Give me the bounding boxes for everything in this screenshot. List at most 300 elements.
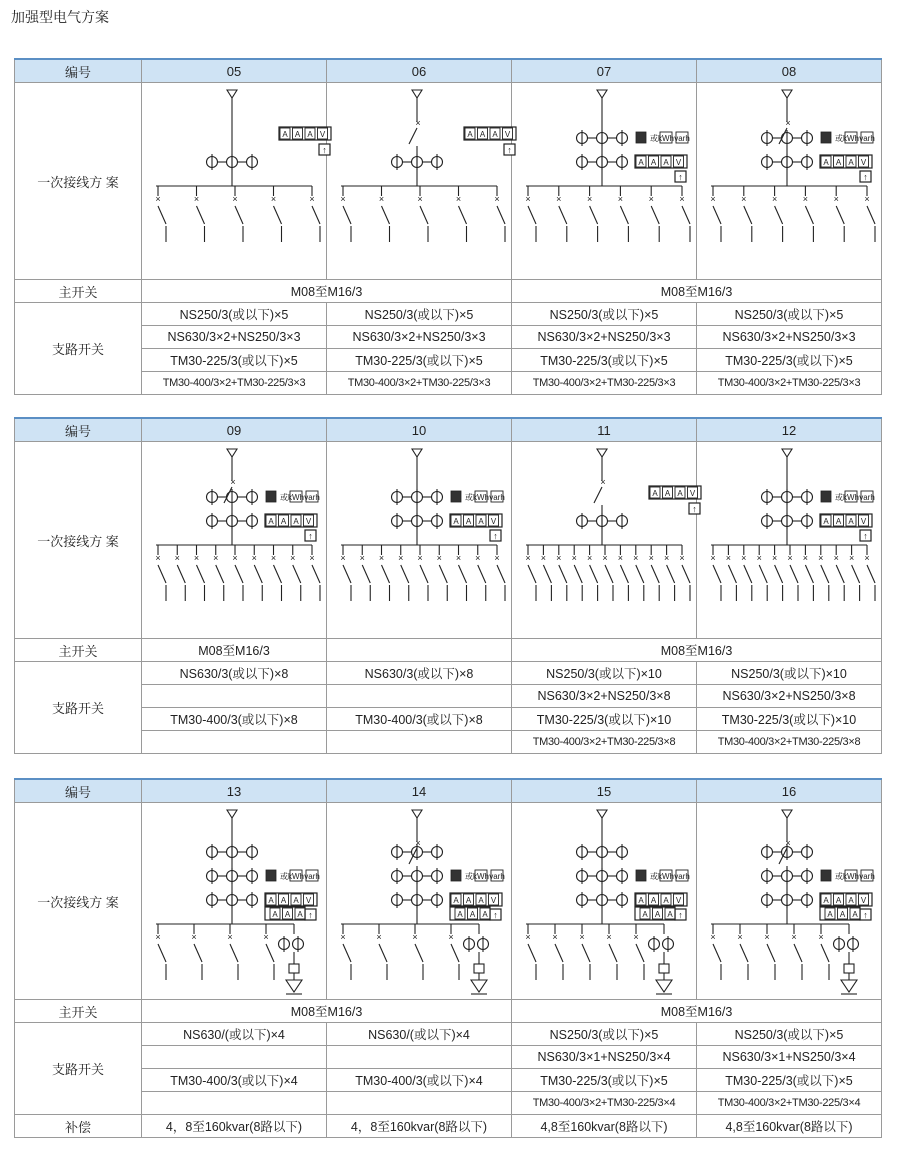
- breaker-mark-icon: ×: [290, 553, 296, 563]
- power-factor-meter-icon: [821, 870, 831, 881]
- branch-cell: NS630/3×2+NS250/3×8: [697, 685, 882, 708]
- branch-cell: [142, 685, 327, 708]
- breaker-mark-icon: ×: [802, 194, 809, 204]
- breaker-mark-icon: ×: [525, 932, 531, 942]
- ammeter-label: A: [307, 130, 313, 139]
- ammeter-label: A: [663, 896, 669, 905]
- breaker-mark-icon: ×: [552, 932, 558, 942]
- branch-switch-icon: [775, 206, 783, 224]
- branch-switch-icon: [362, 565, 370, 583]
- branch-switch-icon: [439, 565, 447, 583]
- breaker-mark-icon: ×: [232, 553, 238, 563]
- wiring-diagram: [512, 803, 697, 1000]
- branch-cell: TM30-400/3×2+TM30-225/3×3: [142, 372, 327, 395]
- energy-meter-label: kWh: [843, 872, 859, 881]
- voltmeter-label: V: [319, 130, 326, 139]
- ammeter-label: A: [482, 910, 488, 919]
- voltmeter-label: V: [675, 158, 682, 167]
- branch-cell: NS630/3×1+NS250/3×4: [697, 1046, 882, 1069]
- contactor-icon: [844, 964, 854, 973]
- branch-cell: TM30-400/3(或以下)×8: [327, 708, 512, 731]
- breaker-mark-icon: ×: [378, 553, 385, 563]
- breaker-mark-icon: ×: [193, 194, 200, 204]
- scheme-id: 06: [327, 59, 512, 83]
- breaker-mark-icon: ×: [571, 553, 577, 563]
- or-label: 或: [650, 134, 658, 143]
- voltmeter-label: V: [504, 130, 511, 139]
- energy-meter-label: kWh: [658, 134, 674, 143]
- wiring-diagram-16: [699, 806, 879, 996]
- ammeter-label: A: [478, 517, 484, 526]
- main-switch-row: [15, 639, 882, 662]
- scheme-id: 16: [697, 779, 882, 803]
- branch-switch-icon: [194, 944, 202, 962]
- ammeter-label: A: [650, 896, 657, 905]
- branch-switch-icon: [312, 565, 320, 583]
- branch-cell: TM30-400/3×2+TM30-225/3×3: [697, 372, 882, 395]
- compensation-cell: 4,8至160kvar(8路以下): [697, 1115, 882, 1138]
- branch-cell: [142, 1092, 327, 1115]
- breaker-mark-icon: ×: [455, 553, 462, 563]
- branch-cell: TM30-225/3(或以下)×5: [512, 349, 697, 372]
- ammeter-label: A: [467, 130, 473, 139]
- branch-switch-icon: [728, 565, 736, 583]
- breaker-mark-icon: ×: [270, 553, 277, 563]
- ammeter-label: A: [465, 896, 472, 905]
- breaker-mark-icon: ×: [648, 553, 654, 563]
- breaker-mark-icon: ×: [556, 553, 562, 563]
- branch-row: [15, 349, 882, 372]
- ammeter-label: A: [465, 517, 472, 526]
- branch-cell: NS630/3(或以下)×8: [327, 662, 512, 685]
- var-meter-label: varh: [859, 872, 875, 881]
- voltmeter-label: V: [490, 896, 497, 905]
- header-row: [15, 418, 882, 442]
- wiring-diagram: [142, 83, 327, 280]
- scheme-id: 10: [327, 418, 512, 442]
- branch-switch-icon: [382, 565, 390, 583]
- branch-switch-icon: [216, 565, 224, 583]
- ammeter-label: A: [457, 910, 463, 919]
- incoming-line-icon: [597, 90, 607, 98]
- incoming-line-icon: [597, 810, 607, 818]
- power-factor-meter-icon: [451, 491, 461, 502]
- branch-cell: NS250/3(或以下)×5: [142, 303, 327, 326]
- breaker-mark-icon: ×: [818, 553, 824, 563]
- breaker-mark-icon: ×: [227, 932, 233, 942]
- ammeter-label: A: [268, 896, 274, 905]
- breaker-mark-icon: ×: [556, 194, 562, 204]
- incoming-line-icon: [412, 90, 422, 98]
- branch-switch-icon: [590, 565, 598, 583]
- ammeter-label: A: [453, 517, 459, 526]
- breaker-mark-icon: ×: [710, 194, 716, 204]
- branch-switch-icon: [821, 944, 829, 962]
- voltmeter-label: V: [860, 517, 867, 526]
- header-row: [15, 59, 882, 83]
- incoming-line-icon: [412, 449, 422, 457]
- branch-switch-icon: [605, 565, 613, 583]
- branch-cell: NS630/3(或以下)×8: [142, 662, 327, 685]
- or-label: 或: [280, 872, 288, 881]
- voltmeter-label: V: [860, 158, 867, 167]
- scheme-table-2: [14, 417, 882, 754]
- switch-indicator-label: ↑: [493, 531, 498, 541]
- switch-indicator-label: ↑: [322, 145, 327, 155]
- branch-switch-icon: [543, 565, 551, 583]
- breaker-mark-icon: ×: [340, 194, 346, 204]
- ammeter-label: A: [478, 896, 484, 905]
- var-meter-label: varh: [674, 872, 690, 881]
- number-label: 编号: [15, 779, 142, 803]
- ammeter-label: A: [823, 158, 829, 167]
- diagram-row: [15, 442, 882, 639]
- or-label: 或: [835, 872, 843, 881]
- wiring-diagram: [327, 442, 512, 639]
- ammeter-label: A: [638, 158, 644, 167]
- branch-cell: [327, 731, 512, 754]
- branch-switch-icon: [158, 944, 166, 962]
- ammeter-label: A: [848, 517, 854, 526]
- breaker-mark-icon: ×: [600, 477, 606, 487]
- ammeter-label: A: [663, 158, 669, 167]
- branch-switch-icon: [651, 565, 659, 583]
- breaker-mark-icon: ×: [633, 553, 639, 563]
- branch-switch-icon: [805, 565, 813, 583]
- ammeter-label: A: [282, 130, 288, 139]
- breaker-mark-icon: ×: [213, 553, 219, 563]
- or-label: 或: [650, 872, 658, 881]
- ammeter-label: A: [293, 896, 299, 905]
- branch-cell: TM30-225/3(或以下)×10: [512, 708, 697, 731]
- incoming-line-icon: [227, 449, 237, 457]
- ammeter-label: A: [469, 910, 476, 919]
- breaker-mark-icon: ×: [232, 194, 238, 204]
- breaker-mark-icon: ×: [741, 194, 747, 204]
- branch-switch-icon: [620, 565, 628, 583]
- branch-switch-icon: [197, 206, 205, 224]
- energy-meter-label: kWh: [288, 872, 304, 881]
- branch-switch-icon: [713, 565, 721, 583]
- ammeter-label: A: [293, 517, 299, 526]
- breaker-mark-icon: ×: [525, 194, 531, 204]
- breaker-mark-icon: ×: [833, 194, 839, 204]
- wiring-diagram: [327, 803, 512, 1000]
- energy-meter-label: kWh: [843, 493, 859, 502]
- breaker-mark-icon: ×: [756, 553, 762, 563]
- branch-cell: TM30-225/3(或以下)×5: [142, 349, 327, 372]
- branch-cell: NS250/3(或以下)×10: [697, 662, 882, 685]
- branch-cell: NS250/3(或以下)×5: [697, 1023, 882, 1046]
- branch-switch-icon: [559, 565, 567, 583]
- breaker-mark-icon: ×: [586, 553, 593, 563]
- branch-cell: NS250/3(或以下)×5: [512, 1023, 697, 1046]
- branch-cell: TM30-225/3(或以下)×10: [697, 708, 882, 731]
- number-label: 编号: [15, 59, 142, 83]
- branch-row: [15, 708, 882, 731]
- breaker-mark-icon: ×: [679, 553, 685, 563]
- ammeter-label: A: [453, 896, 459, 905]
- branch-cell: [142, 1046, 327, 1069]
- ammeter-label: A: [677, 489, 683, 498]
- breaker-mark-icon: ×: [540, 553, 547, 563]
- breaker-mark-icon: ×: [586, 194, 593, 204]
- ammeter-label: A: [642, 910, 648, 919]
- breaker-mark-icon: ×: [412, 932, 418, 942]
- breaker-mark-icon: ×: [525, 553, 531, 563]
- branch-switch-icon: [497, 565, 505, 583]
- energy-meter-label: kWh: [473, 872, 489, 881]
- ammeter-label: A: [654, 910, 661, 919]
- voltmeter-label: V: [675, 896, 682, 905]
- ammeter-label: A: [652, 489, 658, 498]
- capacitor-bank-icon: [656, 980, 672, 992]
- or-label: 或: [835, 134, 843, 143]
- ammeter-label: A: [479, 130, 486, 139]
- branch-switch-icon: [790, 565, 798, 583]
- power-factor-meter-icon: [266, 870, 276, 881]
- breaker-mark-icon: ×: [436, 553, 442, 563]
- breaker-mark-icon: ×: [737, 932, 743, 942]
- main-switch-value: [327, 639, 512, 662]
- wiring-diagram-09: [144, 445, 324, 635]
- branch-cell: TM30-225/3(或以下)×5: [327, 349, 512, 372]
- branch-cell: [327, 685, 512, 708]
- diagram-label: 一次接线方 案: [15, 442, 142, 639]
- branch-cell: NS630/(或以下)×4: [142, 1023, 327, 1046]
- power-factor-meter-icon: [636, 870, 646, 881]
- branch-switch-icon: [497, 206, 505, 224]
- scheme-id: 11: [512, 418, 697, 442]
- breaker-mark-icon: ×: [764, 932, 770, 942]
- wiring-diagram-15: [514, 806, 694, 996]
- breaker-mark-icon: ×: [617, 194, 624, 204]
- main-switch-value: M08至M16/3: [142, 1000, 512, 1023]
- incoming-line-icon: [782, 449, 792, 457]
- contactor-icon: [659, 964, 669, 973]
- breaker-mark-icon: ×: [617, 553, 624, 563]
- breaker-mark-icon: ×: [864, 553, 870, 563]
- breaker-mark-icon: ×: [417, 553, 423, 563]
- wiring-diagram: [512, 442, 697, 639]
- branch-switch-label: 支路开关: [15, 1023, 142, 1115]
- or-label: 或: [280, 493, 288, 502]
- breaker-mark-icon: ×: [864, 194, 870, 204]
- branch-switch-icon: [713, 944, 721, 962]
- breaker-mark-icon: ×: [771, 553, 778, 563]
- branch-cell: TM30-400/3(或以下)×8: [142, 708, 327, 731]
- branch-cell: TM30-400/3×2+TM30-225/3×8: [697, 731, 882, 754]
- branch-switch-icon: [158, 206, 166, 224]
- incoming-line-icon: [412, 810, 422, 818]
- wiring-diagram-10: [329, 445, 509, 635]
- breaker-mark-icon: ×: [230, 477, 236, 487]
- branch-switch-icon: [343, 565, 351, 583]
- branch-switch-icon: [667, 565, 675, 583]
- branch-switch-icon: [312, 206, 320, 224]
- ammeter-label: A: [294, 130, 301, 139]
- wiring-diagram-08: [699, 86, 879, 276]
- branch-switch-icon: [574, 565, 582, 583]
- ammeter-label: A: [848, 896, 854, 905]
- power-factor-meter-icon: [451, 870, 461, 881]
- branch-row: [15, 685, 882, 708]
- incoming-line-icon: [782, 90, 792, 98]
- scheme-id: 13: [142, 779, 327, 803]
- breaker-mark-icon: ×: [787, 553, 793, 563]
- ammeter-label: A: [827, 910, 833, 919]
- ammeter-label: A: [839, 910, 846, 919]
- branch-cell: TM30-225/3(或以下)×5: [697, 1069, 882, 1092]
- breaker-mark-icon: ×: [155, 194, 161, 204]
- branch-cell: NS630/3×2+NS250/3×8: [512, 685, 697, 708]
- branch-switch-icon: [767, 944, 775, 962]
- ammeter-label: A: [835, 517, 842, 526]
- branch-switch-icon: [274, 206, 282, 224]
- branch-switch-icon: [744, 565, 752, 583]
- var-meter-label: varh: [674, 134, 690, 143]
- main-switch-value: M08至M16/3: [512, 1000, 882, 1023]
- energy-meter-label: kWh: [288, 493, 304, 502]
- breaker-mark-icon: ×: [398, 553, 404, 563]
- branch-cell: TM30-400/3×2+TM30-225/3×3: [327, 372, 512, 395]
- main-switch-row: [15, 1000, 882, 1023]
- breaker-mark-icon: ×: [155, 932, 161, 942]
- breaker-mark-icon: ×: [818, 932, 824, 942]
- branch-switch-icon: [230, 944, 238, 962]
- or-label: 或: [465, 493, 473, 502]
- breaker-mark-icon: ×: [606, 932, 612, 942]
- switch-indicator-label: ↑: [308, 910, 313, 920]
- main-switch-label: 主开关: [15, 1000, 142, 1023]
- branch-switch-icon: [379, 944, 387, 962]
- capacitor-bank-icon: [841, 980, 857, 992]
- breaker-mark-icon: ×: [648, 194, 654, 204]
- voltmeter-label: V: [305, 517, 312, 526]
- main-switch-value: M08至M16/3: [142, 280, 512, 303]
- switch-indicator-label: ↑: [863, 172, 868, 182]
- branch-row: [15, 303, 882, 326]
- ammeter-label: A: [280, 896, 287, 905]
- main-switch-label: 主开关: [15, 280, 142, 303]
- ammeter-label: A: [823, 517, 829, 526]
- ammeter-label: A: [848, 158, 854, 167]
- switch-indicator-label: ↑: [692, 504, 697, 514]
- wiring-diagram-12: [699, 445, 879, 635]
- scheme-table-3: [14, 778, 882, 1138]
- branch-switch-icon: [343, 206, 351, 224]
- scheme-id: 07: [512, 59, 697, 83]
- breaker-mark-icon: ×: [741, 553, 747, 563]
- capacitor-bank-icon: [471, 980, 487, 992]
- compensation-cell: 4，8至160kvar(8路以下): [327, 1115, 512, 1138]
- isolator-blade-icon: [594, 487, 602, 503]
- branch-switch-icon: [852, 565, 860, 583]
- energy-meter-label: kWh: [658, 872, 674, 881]
- branch-switch-icon: [555, 944, 563, 962]
- header-row: [15, 779, 882, 803]
- branch-switch-icon: [636, 944, 644, 962]
- branch-switch-icon: [794, 944, 802, 962]
- branch-switch-icon: [459, 565, 467, 583]
- or-label: 或: [465, 872, 473, 881]
- breaker-mark-icon: ×: [340, 553, 346, 563]
- branch-switch-icon: [759, 565, 767, 583]
- or-label: 或: [835, 493, 843, 502]
- branch-cell: NS630/3×2+NS250/3×3: [512, 326, 697, 349]
- branch-switch-icon: [775, 565, 783, 583]
- ammeter-label: A: [823, 896, 829, 905]
- branch-row: [15, 372, 882, 395]
- breaker-mark-icon: ×: [415, 118, 421, 128]
- branch-cell: NS630/3×2+NS250/3×3: [142, 326, 327, 349]
- main-switch-value: M08至M16/3: [142, 639, 327, 662]
- contactor-icon: [474, 964, 484, 973]
- branch-cell: TM30-400/3×2+TM30-225/3×4: [697, 1092, 882, 1115]
- scheme-id: 12: [697, 418, 882, 442]
- page-title: 加强型电气方案: [11, 9, 109, 25]
- breaker-mark-icon: ×: [415, 838, 421, 848]
- branch-switch-icon: [177, 565, 185, 583]
- var-meter-label: varh: [859, 134, 875, 143]
- breaker-mark-icon: ×: [455, 194, 462, 204]
- main-switch-value: M08至M16/3: [512, 639, 882, 662]
- diagram-row: [15, 83, 882, 280]
- branch-row: [15, 1046, 882, 1069]
- scheme-id: 09: [142, 418, 327, 442]
- breaker-mark-icon: ×: [251, 553, 257, 563]
- breaker-mark-icon: ×: [771, 194, 778, 204]
- breaker-mark-icon: ×: [193, 553, 200, 563]
- breaker-mark-icon: ×: [494, 553, 500, 563]
- breaker-mark-icon: ×: [802, 553, 809, 563]
- wiring-diagram-13: [144, 806, 324, 996]
- branch-switch-icon: [274, 565, 282, 583]
- branch-cell: [327, 1092, 512, 1115]
- main-switch-row: [15, 280, 882, 303]
- ammeter-label: A: [492, 130, 498, 139]
- diagram-label: 一次接线方 案: [15, 803, 142, 1000]
- branch-switch-icon: [158, 565, 166, 583]
- incoming-line-icon: [227, 90, 237, 98]
- breaker-mark-icon: ×: [710, 553, 716, 563]
- branch-switch-icon: [590, 206, 598, 224]
- ammeter-label: A: [268, 517, 274, 526]
- branch-cell: NS630/3×2+NS250/3×3: [327, 326, 512, 349]
- ammeter-label: A: [835, 896, 842, 905]
- compensation-cell: 4,8至160kvar(8路以下): [512, 1115, 697, 1138]
- var-meter-label: varh: [859, 493, 875, 502]
- breaker-mark-icon: ×: [263, 932, 269, 942]
- breaker-mark-icon: ×: [448, 932, 454, 942]
- var-meter-label: varh: [304, 493, 320, 502]
- branch-cell: TM30-400/3×2+TM30-225/3×8: [512, 731, 697, 754]
- branch-cell: TM30-400/3×2+TM30-225/3×4: [512, 1092, 697, 1115]
- power-factor-meter-icon: [821, 132, 831, 143]
- main-switch-value: M08至M16/3: [512, 280, 882, 303]
- wiring-diagram: [512, 83, 697, 280]
- breaker-mark-icon: ×: [309, 194, 315, 204]
- branch-switch-icon: [382, 206, 390, 224]
- branch-switch-icon: [266, 944, 274, 962]
- branch-cell: TM30-225/3(或以下)×5: [697, 349, 882, 372]
- breaker-mark-icon: ×: [848, 553, 855, 563]
- voltmeter-label: V: [860, 896, 867, 905]
- branch-row: [15, 326, 882, 349]
- branch-switch-label: 支路开关: [15, 303, 142, 395]
- wiring-diagram: [697, 83, 882, 280]
- breaker-mark-icon: ×: [191, 932, 197, 942]
